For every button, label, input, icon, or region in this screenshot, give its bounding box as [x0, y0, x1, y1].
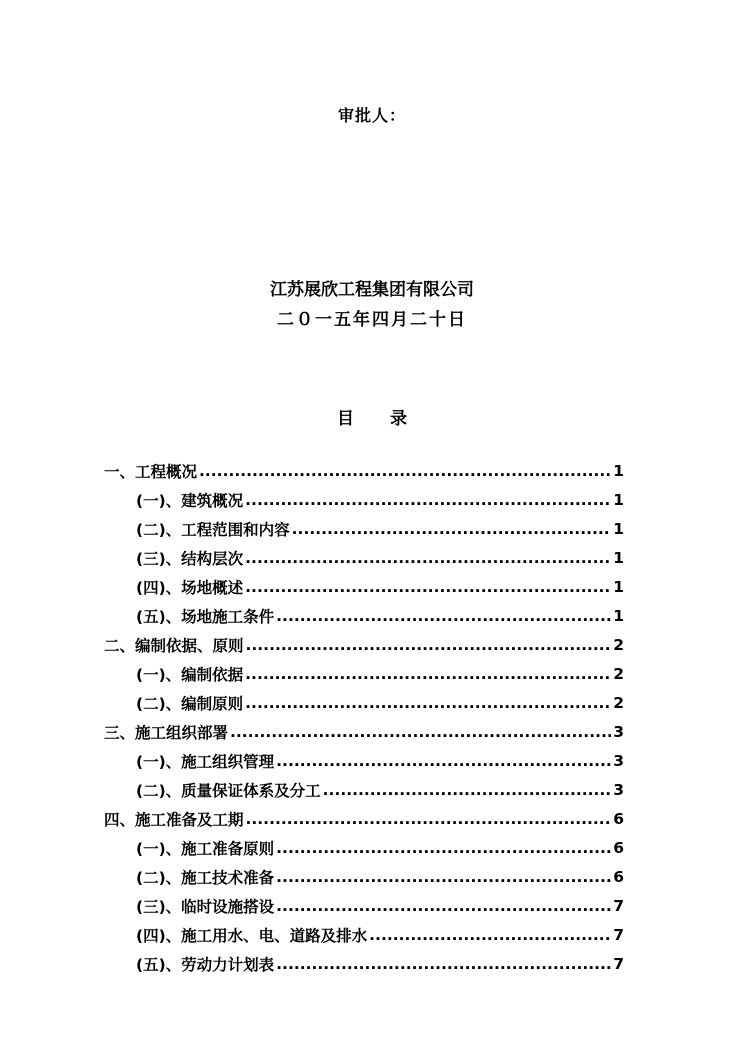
- table-of-contents: [104, 456, 624, 978]
- toc-dot-leader: [276, 607, 611, 625]
- toc-page-number: 6: [613, 809, 624, 828]
- toc-entry-label: 二、编制依据、原则: [104, 636, 244, 655]
- toc-entry-label: (三)、结构层次: [136, 549, 244, 568]
- toc-entry-label: (四)、场地概述: [136, 578, 244, 597]
- toc-page-number: 2: [613, 693, 624, 712]
- company-name: 江苏展欣工程集团有限公司: [270, 280, 474, 300]
- toc-page-number: 6: [613, 867, 624, 886]
- toc-section-entry[interactable]: [104, 456, 624, 485]
- toc-heading: [0, 404, 744, 429]
- toc-entry-label: (一)、施工组织管理: [136, 752, 275, 771]
- toc-entry-label: (五)、劳动力计划表: [136, 955, 275, 974]
- toc-section-entry[interactable]: [104, 804, 624, 833]
- toc-subsection-entry[interactable]: [104, 891, 624, 920]
- toc-page-number: 1: [613, 548, 624, 567]
- toc-page-number: 3: [613, 722, 624, 741]
- toc-dot-leader: [245, 694, 611, 712]
- toc-section-entry[interactable]: [104, 717, 624, 746]
- toc-dot-leader: [276, 955, 611, 973]
- toc-page-number: 2: [613, 664, 624, 683]
- toc-dot-leader: [276, 868, 611, 886]
- toc-entry-label: (二)、编制原则: [136, 694, 244, 713]
- toc-page-number: 7: [613, 954, 624, 973]
- toc-dot-leader: [323, 781, 612, 799]
- toc-entry-label: 三、施工组织部署: [104, 723, 229, 742]
- toc-page-number: 1: [613, 577, 624, 596]
- toc-dot-leader: [292, 520, 612, 538]
- toc-entry-label: (四)、施工用水、电、道路及排水: [136, 926, 368, 945]
- toc-entry-label: (二)、质量保证体系及分工: [136, 781, 321, 800]
- toc-subsection-entry[interactable]: [104, 601, 624, 630]
- toc-entry-label: (五)、场地施工条件: [136, 607, 275, 626]
- toc-dot-leader: [369, 926, 611, 944]
- toc-page-number: 1: [613, 490, 624, 509]
- toc-heading-left: 目: [337, 409, 354, 429]
- toc-section-entry[interactable]: [104, 630, 624, 659]
- toc-entry-label: 一、工程概况: [104, 462, 198, 481]
- toc-dot-leader: [245, 578, 611, 596]
- toc-entry-label: (一)、建筑概况: [136, 491, 244, 510]
- toc-dot-leader: [245, 491, 611, 509]
- toc-entry-label: 四、施工准备及工期: [104, 810, 244, 829]
- toc-page-number: 1: [613, 461, 624, 480]
- toc-dot-leader: [199, 462, 611, 480]
- toc-page-number: 2: [613, 635, 624, 654]
- toc-subsection-entry[interactable]: [104, 514, 624, 543]
- toc-dot-leader: [276, 752, 611, 770]
- toc-heading-right: 录: [390, 409, 407, 429]
- toc-subsection-entry[interactable]: [104, 920, 624, 949]
- toc-subsection-entry[interactable]: [104, 949, 624, 978]
- toc-subsection-entry[interactable]: [104, 746, 624, 775]
- toc-page-number: 3: [613, 751, 624, 770]
- toc-subsection-entry[interactable]: [104, 485, 624, 514]
- toc-page-number: 1: [613, 519, 624, 538]
- toc-dot-leader: [246, 810, 612, 828]
- approver-label: 审批人：: [337, 106, 406, 125]
- toc-subsection-entry[interactable]: [104, 543, 624, 572]
- toc-subsection-entry[interactable]: [104, 659, 624, 688]
- toc-page-number: 6: [613, 838, 624, 857]
- toc-dot-leader: [245, 665, 611, 683]
- toc-page-number: 3: [613, 780, 624, 799]
- document-date: 二０一五年四月二十日: [277, 310, 467, 330]
- toc-page-number: 7: [613, 896, 624, 915]
- toc-entry-label: (三)、临时设施搭设: [136, 897, 275, 916]
- toc-dot-leader: [276, 839, 611, 857]
- toc-entry-label: (二)、工程范围和内容: [136, 520, 290, 539]
- toc-dot-leader: [276, 897, 611, 915]
- toc-dot-leader: [246, 636, 612, 654]
- toc-dot-leader: [245, 549, 611, 567]
- toc-entry-label: (一)、编制依据: [136, 665, 244, 684]
- toc-entry-label: (二)、施工技术准备: [136, 868, 275, 887]
- toc-subsection-entry[interactable]: [104, 775, 624, 804]
- toc-page-number: 7: [613, 925, 624, 944]
- toc-dot-leader: [230, 723, 611, 741]
- toc-subsection-entry[interactable]: [104, 688, 624, 717]
- toc-page-number: 1: [613, 606, 624, 625]
- toc-subsection-entry[interactable]: [104, 833, 624, 862]
- toc-entry-label: (一)、施工准备原则: [136, 839, 275, 858]
- toc-subsection-entry[interactable]: [104, 862, 624, 891]
- toc-subsection-entry[interactable]: [104, 572, 624, 601]
